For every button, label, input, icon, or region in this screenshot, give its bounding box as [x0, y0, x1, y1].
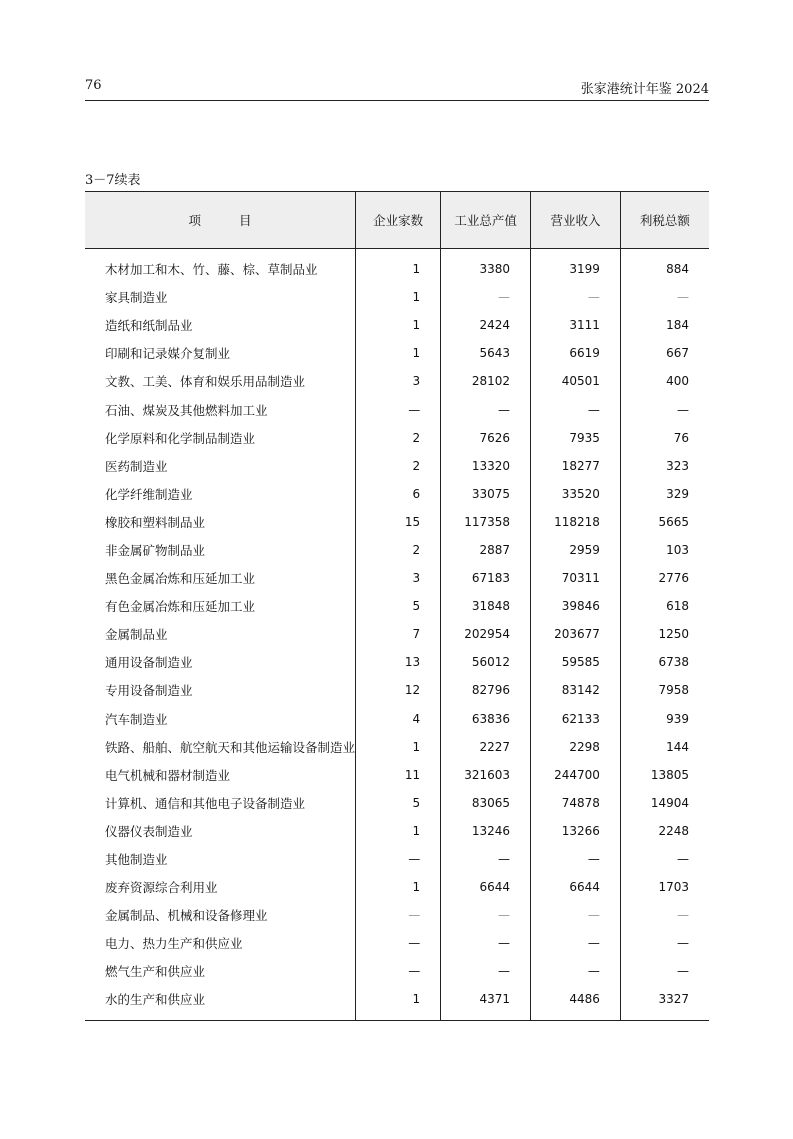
table-row: [85, 901, 709, 929]
output-value-cell: 56012: [441, 648, 531, 676]
table-row: [85, 249, 709, 284]
table-row: [85, 508, 709, 536]
revenue-cell: 70311: [531, 564, 621, 592]
table-row: [85, 648, 709, 676]
profit-tax-cell: 7958: [620, 676, 709, 704]
profit-tax-cell: —: [620, 957, 709, 985]
enterprise-count-cell: 13: [356, 648, 441, 676]
enterprise-count-cell: 2: [356, 536, 441, 564]
enterprise-count-cell: 1: [356, 873, 441, 901]
table-row: [85, 957, 709, 985]
output-value-cell: 82796: [441, 676, 531, 704]
row-label: 造纸和纸制品业: [105, 318, 193, 334]
profit-tax-cell: —: [620, 395, 709, 423]
enterprise-count-cell: —: [356, 901, 441, 929]
table-row: [85, 705, 709, 733]
profit-tax-cell: 400: [620, 367, 709, 395]
revenue-cell: —: [531, 395, 621, 423]
enterprise-count-cell: 15: [356, 508, 441, 536]
output-value-cell: —: [441, 283, 531, 311]
revenue-cell: 40501: [531, 367, 621, 395]
output-value-cell: 63836: [441, 705, 531, 733]
revenue-cell: 33520: [531, 480, 621, 508]
output-value-cell: 7626: [441, 424, 531, 452]
revenue-cell: 4486: [531, 985, 621, 1020]
enterprise-count-cell: 1: [356, 311, 441, 339]
table-row: [85, 929, 709, 957]
table-row: [85, 564, 709, 592]
profit-tax-cell: —: [620, 901, 709, 929]
profit-tax-cell: 5665: [620, 508, 709, 536]
row-label: 电气机械和器材制造业: [105, 767, 231, 783]
revenue-cell: —: [531, 283, 621, 311]
table-row: [85, 424, 709, 452]
output-value-cell: 4371: [441, 985, 531, 1020]
profit-tax-cell: —: [620, 845, 709, 873]
table-row: [85, 620, 709, 648]
profit-tax-cell: 884: [620, 249, 709, 284]
profit-tax-cell: 939: [620, 705, 709, 733]
profit-tax-cell: 1250: [620, 620, 709, 648]
row-label: 家具制造业: [105, 290, 168, 306]
output-value-cell: 83065: [441, 789, 531, 817]
enterprise-count-cell: 11: [356, 761, 441, 789]
profit-tax-cell: 184: [620, 311, 709, 339]
row-label: 化学原料和化学制品制造业: [105, 430, 256, 446]
output-value-cell: 13246: [441, 817, 531, 845]
enterprise-count-cell: 3: [356, 564, 441, 592]
output-value-cell: 321603: [441, 761, 531, 789]
statistics-table: [85, 191, 709, 1021]
revenue-cell: 7935: [531, 424, 621, 452]
enterprise-count-cell: 6: [356, 480, 441, 508]
profit-tax-cell: 2248: [620, 817, 709, 845]
output-value-cell: 2887: [441, 536, 531, 564]
revenue-cell: 2298: [531, 733, 621, 761]
table-row: [85, 311, 709, 339]
row-label: 医药制造业: [105, 458, 168, 474]
row-label: 汽车制造业: [105, 711, 168, 727]
row-label: 专用设备制造业: [105, 683, 193, 699]
table-body: [85, 249, 709, 1021]
row-label: 有色金属冶炼和压延加工业: [105, 599, 256, 615]
enterprise-count-cell: —: [356, 395, 441, 423]
row-label: 废弃资源综合利用业: [105, 880, 218, 896]
enterprise-count-cell: 3: [356, 367, 441, 395]
profit-tax-cell: 1703: [620, 873, 709, 901]
profit-tax-cell: 14904: [620, 789, 709, 817]
output-value-cell: 31848: [441, 592, 531, 620]
row-label: 电力、热力生产和供应业: [105, 936, 243, 952]
output-value-cell: 2424: [441, 311, 531, 339]
table-row: [85, 985, 709, 1020]
profit-tax-cell: 667: [620, 339, 709, 367]
enterprise-count-cell: 4: [356, 705, 441, 733]
output-value-cell: 202954: [441, 620, 531, 648]
row-label: 化学纤维制造业: [105, 486, 193, 502]
column-header-revenue: 营业收入: [531, 192, 621, 249]
output-value-cell: 5643: [441, 339, 531, 367]
enterprise-count-cell: —: [356, 957, 441, 985]
table-caption: 3－7续表: [85, 173, 141, 188]
row-label: 金属制品、机械和设备修理业: [105, 908, 268, 924]
revenue-cell: 3199: [531, 249, 621, 284]
revenue-cell: 3111: [531, 311, 621, 339]
enterprise-count-cell: 5: [356, 789, 441, 817]
row-label: 金属制品业: [105, 627, 168, 643]
profit-tax-cell: —: [620, 929, 709, 957]
profit-tax-cell: 618: [620, 592, 709, 620]
revenue-cell: —: [531, 957, 621, 985]
revenue-cell: 74878: [531, 789, 621, 817]
output-value-cell: 3380: [441, 249, 531, 284]
row-label: 黑色金属冶炼和压延加工业: [105, 571, 256, 587]
table-row: [85, 283, 709, 311]
column-header-output-value: 工业总产值: [441, 192, 531, 249]
revenue-cell: 18277: [531, 452, 621, 480]
profit-tax-cell: 6738: [620, 648, 709, 676]
output-value-cell: 28102: [441, 367, 531, 395]
profit-tax-cell: 3327: [620, 985, 709, 1020]
table-row: [85, 676, 709, 704]
table-row: [85, 761, 709, 789]
revenue-cell: 39846: [531, 592, 621, 620]
enterprise-count-cell: 1: [356, 339, 441, 367]
table-row: [85, 395, 709, 423]
row-label: 非金属矿物制品业: [105, 542, 206, 558]
table-row: [85, 480, 709, 508]
profit-tax-cell: 13805: [620, 761, 709, 789]
revenue-cell: 6644: [531, 873, 621, 901]
enterprise-count-cell: 7: [356, 620, 441, 648]
book-title: 张家港统计年鉴 2024: [580, 82, 709, 97]
profit-tax-cell: 2776: [620, 564, 709, 592]
revenue-cell: 244700: [531, 761, 621, 789]
output-value-cell: 117358: [441, 508, 531, 536]
profit-tax-cell: 103: [620, 536, 709, 564]
profit-tax-cell: 76: [620, 424, 709, 452]
table-row: [85, 817, 709, 845]
row-label: 橡胶和塑料制品业: [105, 514, 206, 530]
output-value-cell: —: [441, 901, 531, 929]
enterprise-count-cell: 1: [356, 817, 441, 845]
table-row: [85, 733, 709, 761]
enterprise-count-cell: —: [356, 929, 441, 957]
output-value-cell: 13320: [441, 452, 531, 480]
profit-tax-cell: 323: [620, 452, 709, 480]
enterprise-count-cell: 1: [356, 733, 441, 761]
table-row: [85, 873, 709, 901]
row-label: 其他制造业: [105, 852, 168, 868]
output-value-cell: 67183: [441, 564, 531, 592]
output-value-cell: —: [441, 957, 531, 985]
row-label: 木材加工和木、竹、藤、棕、草制品业: [105, 262, 318, 278]
table-row: [85, 339, 709, 367]
output-value-cell: 33075: [441, 480, 531, 508]
revenue-cell: —: [531, 929, 621, 957]
enterprise-count-cell: 2: [356, 424, 441, 452]
revenue-cell: 2959: [531, 536, 621, 564]
output-value-cell: 2227: [441, 733, 531, 761]
revenue-cell: 59585: [531, 648, 621, 676]
table-row: [85, 845, 709, 873]
profit-tax-cell: 329: [620, 480, 709, 508]
table-row: [85, 789, 709, 817]
enterprise-count-cell: 5: [356, 592, 441, 620]
output-value-cell: —: [441, 395, 531, 423]
table-header-row: [85, 192, 709, 249]
enterprise-count-cell: 1: [356, 985, 441, 1020]
revenue-cell: 13266: [531, 817, 621, 845]
table-row: [85, 452, 709, 480]
enterprise-count-cell: 1: [356, 283, 441, 311]
row-label: 文教、工美、体育和娱乐用品制造业: [105, 374, 306, 390]
revenue-cell: 83142: [531, 676, 621, 704]
enterprise-count-cell: 1: [356, 249, 441, 284]
revenue-cell: —: [531, 901, 621, 929]
revenue-cell: 203677: [531, 620, 621, 648]
output-value-cell: —: [441, 845, 531, 873]
revenue-cell: —: [531, 845, 621, 873]
row-label: 印刷和记录媒介复制业: [105, 346, 231, 362]
column-header-item: 项目: [85, 192, 356, 249]
row-label: 通用设备制造业: [105, 655, 193, 671]
revenue-cell: 62133: [531, 705, 621, 733]
revenue-cell: 118218: [531, 508, 621, 536]
row-label: 铁路、船舶、航空航天和其他运输设备制造业: [105, 739, 356, 755]
row-label: 水的生产和供应业: [85, 985, 356, 1020]
column-header-enterprises: 企业家数: [356, 192, 441, 249]
page-number: 76: [85, 78, 102, 93]
enterprise-count-cell: 2: [356, 452, 441, 480]
row-label: 计算机、通信和其他电子设备制造业: [105, 795, 306, 811]
row-label: 石油、煤炭及其他燃料加工业: [105, 402, 268, 418]
enterprise-count-cell: 12: [356, 676, 441, 704]
output-value-cell: 6644: [441, 873, 531, 901]
table-row: [85, 536, 709, 564]
column-header-profit-tax: 利税总额: [620, 192, 709, 249]
row-label: 仪器仪表制造业: [105, 823, 193, 839]
row-label: 燃气生产和供应业: [105, 964, 206, 980]
page-header: [85, 78, 709, 101]
table-row: [85, 592, 709, 620]
revenue-cell: 6619: [531, 339, 621, 367]
profit-tax-cell: —: [620, 283, 709, 311]
table-row: [85, 367, 709, 395]
profit-tax-cell: 144: [620, 733, 709, 761]
enterprise-count-cell: —: [356, 845, 441, 873]
output-value-cell: —: [441, 929, 531, 957]
